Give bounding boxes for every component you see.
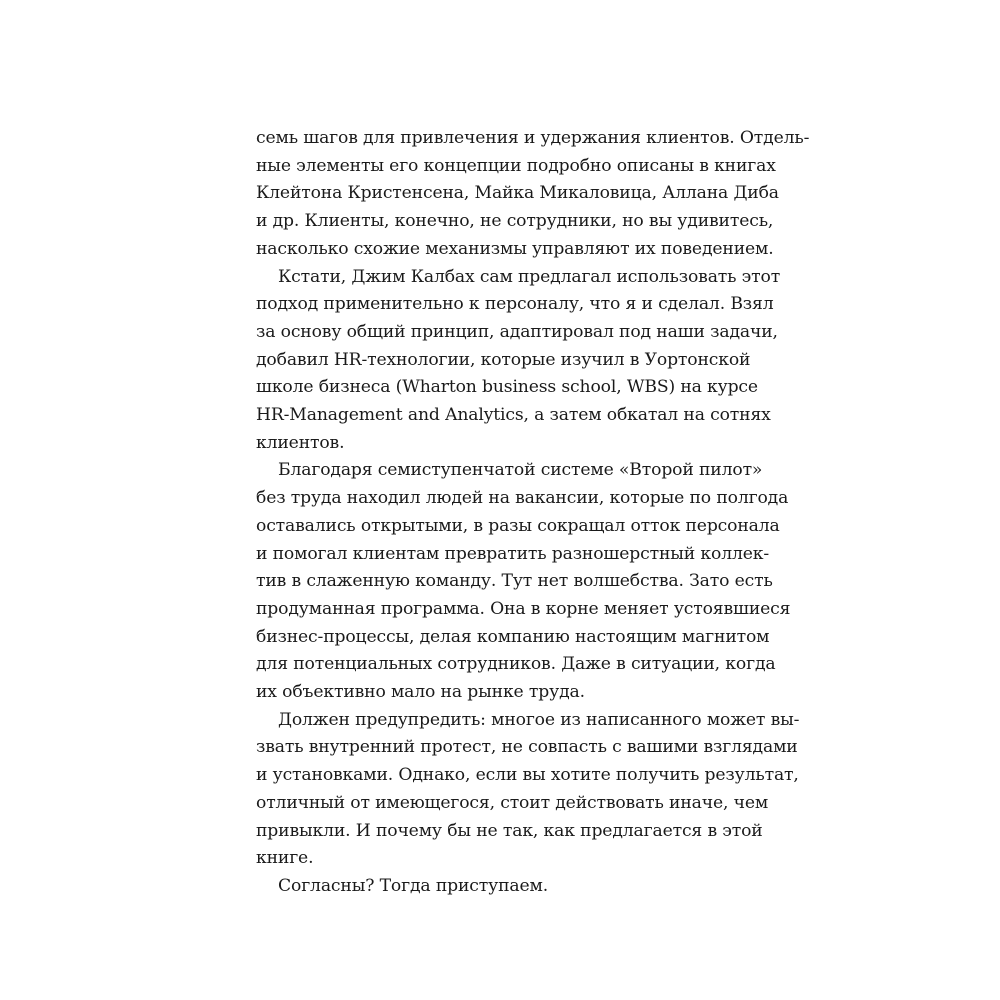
book-page-text [256,125,810,901]
text-line: Благодаря семиступенчатой системе «Второй пилот» [278,460,763,481]
text-line: добавил HR-технологии, которые изучил в Уортонской [256,349,751,370]
text-line: и помогал клиентам превратить разношерстный коллек- [256,543,770,564]
text-line: семь шагов для привлечения и удержания клиентов. Отдель- [256,128,810,148]
text-line: HR-Management and Analytics, а затем обкатал на сотнях [256,405,771,426]
text-line: клиентов. [256,432,345,453]
text-line: Должен предупредить: многое из написанного может вы- [278,709,800,730]
text-line: привыкли. И почему бы не так, как предлагается в этой [256,820,763,841]
paragraph-kalbach [256,264,781,458]
text-line: без труда находил людей на вакансии, которые по полгода [256,488,789,509]
text-line: тив в слаженную команду. Тут нет волшебства. Зато есть [256,571,773,592]
text-line: их объективно мало на рынке труда. [256,682,585,703]
text-line: бизнес-процессы, делая компанию настоящим магнитом [256,626,770,647]
paragraph-continued-seven-steps [256,125,810,264]
text-line: Кстати, Джим Калбах сам предлагал использовать этот [278,266,781,287]
text-line: Согласны? Тогда приступаем. [278,875,549,896]
text-line: оставались открытыми, в разы сокращал отток персонала [256,515,780,536]
text-line: школе бизнеса (Wharton business school, WBS) на курсе [256,377,758,398]
text-line: продуманная программа. Она в корне меняет устоявшиеся [256,598,791,619]
text-line: звать внутренний протест, не совпасть с вашими взглядами [256,737,798,758]
text-line: насколько схожие механизмы управляют их поведением. [256,238,774,259]
text-line: за основу общий принцип, адаптировал под наши задачи, [256,321,778,342]
text-line: ные элементы его концепции подробно описаны в книгах [256,155,776,176]
text-line: подход применительно к персоналу, что я и сделал. Взял [256,294,774,315]
text-line: для потенциальных сотрудников. Даже в ситуации, когда [256,654,776,675]
text-line: и др. Клиенты, конечно, не сотрудники, но вы удивитесь, [256,211,774,232]
text-line: и установками. Однако, если вы хотите получить результат, [256,765,799,786]
text-line: отличный от имеющегося, стоит действовать иначе, чем [256,792,769,813]
text-line: книге. [256,848,314,869]
text-line: Клейтона Кристенсена, Майка Микаловица, Аллана Диба [256,183,779,204]
paragraph-warning [256,707,800,873]
paragraph-second-pilot [256,457,791,706]
paragraph-agreed [256,873,746,901]
